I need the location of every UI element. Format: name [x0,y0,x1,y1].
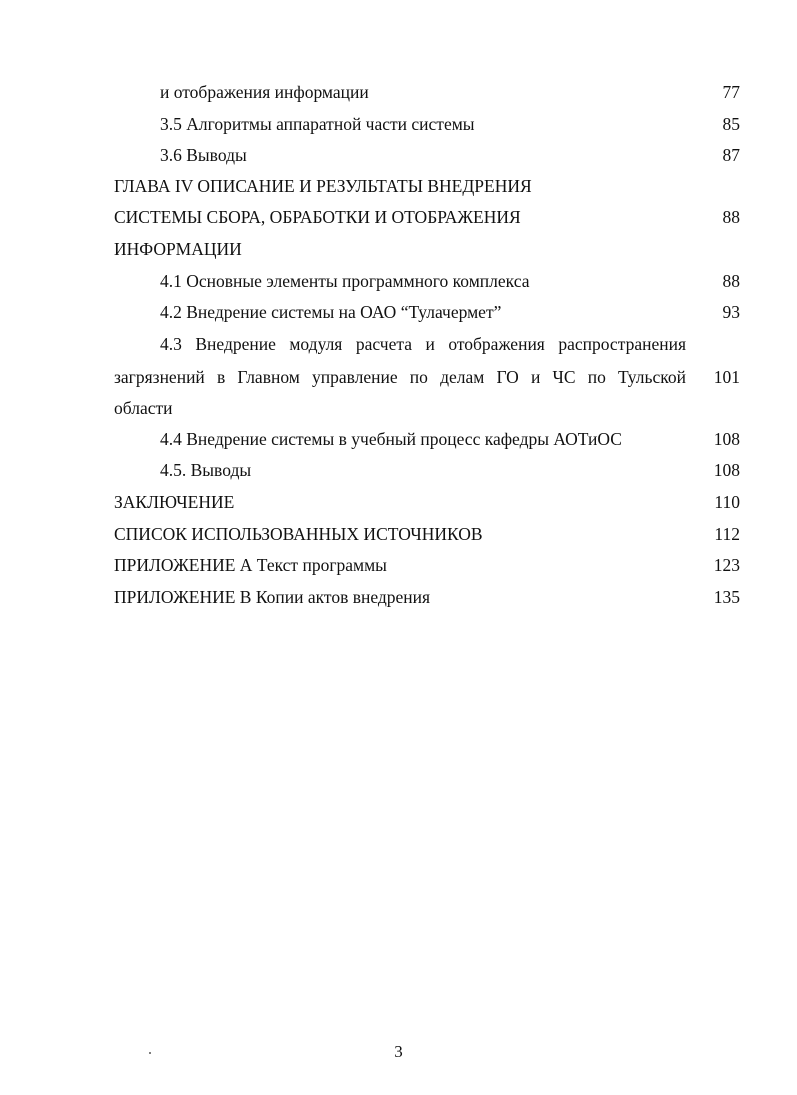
toc-entry-title: ИНФОРМАЦИИ [114,239,242,259]
toc-entry-page: 108 [713,429,740,449]
toc-entry [114,424,740,455]
toc-entry-page: 135 [713,587,740,607]
toc-entry-page: 85 [722,114,740,134]
toc-entry [114,171,740,202]
toc-entry-page: 87 [722,145,740,165]
page-number: 3 [394,1042,403,1061]
toc-entry-title: и отображения информации [160,82,369,102]
toc-entry [114,455,740,486]
toc-entry [114,234,740,265]
toc-entry [114,329,740,360]
toc-entry-title: 4.1 Основные элементы программного комплекса [160,271,530,291]
toc-entry-title: 4.3 Внедрение модуля расчета и отображения распространения [160,334,686,354]
toc-entry-title: ГЛАВА IV ОПИСАНИЕ И РЕЗУЛЬТАТЫ ВНЕДРЕНИЯ [114,176,532,196]
toc-entry [114,582,740,613]
toc-entry-title: 3.5 Алгоритмы аппаратной части системы [160,114,475,134]
toc-entry-title: ПРИЛОЖЕНИЕ В Копии актов внедрения [114,587,431,607]
toc-entry-page: 88 [722,271,740,291]
toc-entry [114,202,740,233]
toc-entry [114,362,740,393]
toc-entry-page: 123 [713,555,740,575]
toc-entry-page: 88 [722,207,740,227]
toc-entry-page: 112 [714,524,740,544]
toc-entry [114,77,740,108]
toc-entry [114,487,740,518]
toc-entry [114,519,740,550]
toc-entry [114,297,740,328]
toc-entry-title: загрязнений в Главном управление по делам ГО и ЧС по Тульской [114,367,686,387]
toc-entry-title: 4.5. Выводы [160,460,252,480]
toc-entry-title: СПИСОК ИСПОЛЬЗОВАННЫХ ИСТОЧНИКОВ [114,524,483,544]
toc-entry [114,109,740,140]
toc-entry [114,393,740,424]
toc-entry-title: 3.6 Выводы [160,145,247,165]
toc-entry-title: области [114,398,173,418]
toc-entry [114,140,740,171]
toc-entry-title: 4.2 Внедрение системы на ОАО “Тулачермет” [160,302,502,322]
toc-entry-page: 101 [713,367,740,387]
toc-entry-page: 77 [722,82,740,102]
toc-entry [114,266,740,297]
toc-entry-title: 4.4 Внедрение системы в учебный процесс кафедры АОТиОС [160,429,622,449]
toc-entry-title: СИСТЕМЫ СБОРА, ОБРАБОТКИ И ОТОБРАЖЕНИЯ [114,207,521,227]
toc-entry-page: 110 [714,492,740,512]
toc-entry-title: ПРИЛОЖЕНИЕ А Текст программы [114,555,387,575]
toc-entry-title: ЗАКЛЮЧЕНИЕ [114,492,235,512]
toc-entry-page: 108 [713,460,740,480]
toc-entry-page: 93 [722,302,740,322]
toc-entry [114,550,740,581]
